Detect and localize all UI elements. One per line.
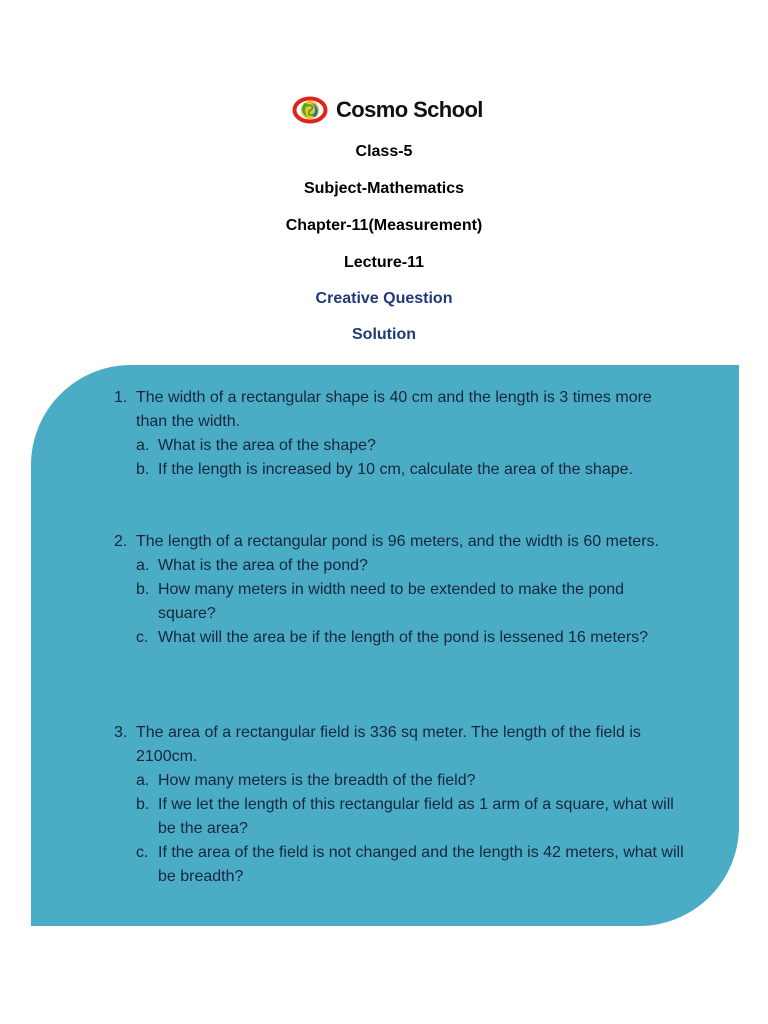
part-label: b.: [136, 796, 150, 813]
part-text: If the area of the field is not changed and the length is 42 meters, what will be breadth?: [158, 844, 684, 885]
lecture-label: Lecture-11: [343, 254, 425, 271]
question-3: [114, 721, 684, 889]
question-part: [114, 458, 684, 482]
school-name: Cosmo School: [336, 97, 483, 122]
question-2: [114, 530, 684, 650]
question-text: The area of a rectangular field is 336 sq meter. The length of the field is 2100cm.: [136, 724, 641, 765]
part-label: a.: [136, 557, 150, 574]
part-label: a.: [136, 437, 150, 454]
part-text: What is the area of the shape?: [158, 437, 376, 454]
section-title: Creative Question: [315, 290, 453, 307]
part-text: How many meters is the breadth of the field?: [158, 772, 476, 789]
part-text: What is the area of the pond?: [158, 557, 368, 574]
question-part: [114, 769, 684, 793]
question-part: [114, 626, 684, 650]
part-label: a.: [136, 772, 150, 789]
question-number: 1.: [114, 389, 128, 406]
part-label: c.: [136, 629, 149, 646]
question-text: The width of a rectangular shape is 40 cm and the length is 3 times more than the width.: [136, 389, 652, 430]
part-label: b.: [136, 581, 150, 598]
question-text: The length of a rectangular pond is 96 meters, and the width is 60 meters.: [136, 533, 659, 550]
part-text: If the length is increased by 10 cm, calculate the area of the shape.: [158, 461, 633, 478]
question-1: [114, 386, 684, 482]
subject-label: Subject-Mathematics: [303, 180, 465, 197]
question-number: 3.: [114, 724, 128, 741]
question-number: 2.: [114, 533, 128, 550]
question-part: [114, 578, 684, 626]
part-text: If we let the length of this rectangular field as 1 arm of a square, what will be the area?: [158, 796, 674, 837]
part-text: How many meters in width need to be extended to make the pond square?: [158, 581, 625, 622]
part-label: b.: [136, 461, 150, 478]
question-part: [114, 434, 684, 458]
part-label: c.: [136, 844, 149, 861]
section-subtitle: Solution: [352, 326, 416, 343]
cosmo-school-logo-icon: [292, 93, 328, 127]
question-part: [114, 841, 684, 889]
part-text: What will the area be if the length of the pond is lessened 16 meters?: [158, 629, 649, 646]
chapter-label: Chapter-11(Measurement): [285, 217, 483, 234]
class-label: Class-5: [355, 143, 413, 160]
question-part: [114, 554, 684, 578]
question-part: [114, 793, 684, 841]
school-logo: [292, 93, 483, 127]
